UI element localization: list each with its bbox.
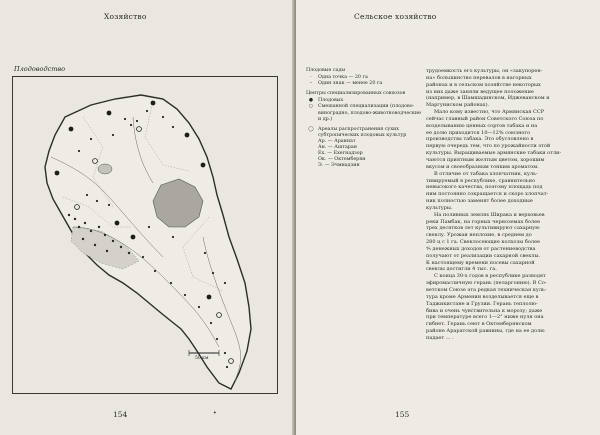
- bullet-mark: •: [213, 410, 217, 417]
- text-line: ник полностью заменят более доходные: [426, 198, 533, 205]
- dot-symbol-icon: ·: [310, 75, 312, 81]
- dash-symbol-icon: –: [309, 81, 313, 87]
- map-section-label: Плодоводство: [14, 65, 66, 73]
- legend-centers-title: Центры специализированных совхозов: [306, 91, 406, 97]
- text-line: На поливных землях Ширака и верховьев: [434, 211, 545, 218]
- text-line: В отличие от табака хлопчатник, куль-: [434, 170, 538, 177]
- text-line: получают от реализации сахарной свеклы.: [426, 252, 541, 259]
- text-line: К настоящему времени посевы сахарной: [426, 259, 535, 266]
- legend-areas-title: ◯ Ареалы распространения сухих субтропических плодовых культур: [306, 127, 424, 139]
- text-line: гибнет. Герань сеют в Октемберянском: [426, 321, 532, 328]
- text-line: ним постоянно сокращается и скоро хлопчат-: [426, 191, 549, 198]
- text-line: из них даже заняли ведущее положение: [426, 88, 534, 95]
- small-lake: [98, 164, 112, 174]
- text-line: эфиромасличную герань (пеларгонию). В Со-: [426, 280, 547, 287]
- text-line: на» большинство перевалов в нагорных: [426, 74, 532, 81]
- legend-item-dot: · Одна точка — 20 га: [306, 75, 424, 81]
- page-number-left: 154: [113, 410, 128, 419]
- map-legend: [306, 68, 424, 169]
- legend-area: Э. — Эчмиадзин: [318, 163, 360, 169]
- text-line: (например, в Шамшадинском, Иджеванском и: [426, 95, 550, 102]
- text-line: падает ... .: [426, 334, 454, 341]
- text-line: производства табака. Это обусловлено в: [426, 136, 534, 143]
- text-line: ⁴⁄₅ денежных доходов от растениеводства: [426, 245, 536, 252]
- text-line: трех десятков лет культивируют сахарную: [426, 225, 540, 232]
- text-line: бива и очень чувствительна к морозу; даже: [426, 307, 543, 314]
- text-line: Мало кому известно, что Армянская ССР: [434, 109, 545, 116]
- filled-circle-icon: ●: [308, 98, 314, 104]
- body-text: [426, 68, 588, 342]
- text-line: С конца 30-х годов в республике разводят: [434, 273, 546, 280]
- text-line: чаются приятным желтым цветом, хорошим: [426, 156, 545, 163]
- text-line: реки Памбак, на горных черноземах более: [426, 218, 541, 225]
- right-page: [296, 0, 600, 435]
- legend-area: Ех. — Ехегнадзор: [318, 151, 363, 157]
- text-line: тивируемый в республике, сравнительно: [426, 177, 535, 184]
- text-line: свеклу. Урожаи неплохие, в среднем до: [426, 232, 532, 239]
- legend-area: Ок. — Октемберян: [318, 157, 366, 163]
- text-line: первую очередь тем, что по урожайности этой: [426, 143, 551, 150]
- text-line: районах и в сельском хозяйстве некоторых: [426, 81, 541, 88]
- legend-center-orchard: ● Плодовых: [306, 98, 424, 104]
- text-line: культуры. Выращиваемые армянские табаки отли-: [426, 150, 562, 157]
- text-line: ветском Союзе эта редкая техническая куль-: [426, 287, 547, 293]
- text-line: свеклы достигли 4 тыс. га.: [426, 266, 497, 273]
- page-number-right: 155: [395, 410, 410, 419]
- text-line: Маргуниском районах).: [426, 102, 490, 109]
- text-line: 280 ц с 1 га. Свеклосеющие колхозы более: [426, 239, 540, 246]
- text-line: невысокого качества, поэтому площадь под: [426, 184, 543, 191]
- legend-center-mixed: ○ Смешанной специализации (плодово-виноградно, плодово-животноводческие и др.): [306, 104, 424, 122]
- area-outline-icon: ◯: [308, 126, 314, 132]
- open-circle-icon: ○: [308, 104, 314, 110]
- text-line: Таджикистане и Грузии. Герань теплолю-: [426, 300, 538, 307]
- text-line: культуры.: [426, 204, 453, 211]
- legend-area: Ар. — Араинат: [318, 138, 356, 144]
- running-head-right: Сельское хозяйство: [354, 12, 437, 21]
- text-line: трудоемкость его культуры, он «закупорен-: [426, 68, 543, 74]
- text-line: вкусом и своеобразным тонким ароматом.: [426, 163, 539, 170]
- legend-title: Плодовые сады: [306, 68, 346, 73]
- text-line: тура кроме Армении возделывается еще в: [426, 293, 539, 300]
- text-line: при температуре всего 1—2° ниже нуля она: [426, 314, 544, 321]
- text-line: сейчас главный район Советского Союза по: [426, 115, 544, 122]
- legend-areas-list: [306, 139, 424, 169]
- text-line: районе Араратской равнины, где на ее долю: [426, 328, 545, 335]
- map-scale-label: 50 км: [195, 356, 209, 361]
- map-frame: [12, 76, 278, 394]
- left-page: [0, 0, 296, 435]
- text-line: ее долю приходится 10—12% союзного: [426, 129, 531, 136]
- legend-area: Ан. — Аштаран: [318, 145, 357, 151]
- legend-item-sign: – Один знак — менее 20 га: [306, 81, 424, 87]
- text-line: возделыванию ценных сортов табака и на: [426, 122, 538, 129]
- running-head-left: Хозяйство: [104, 12, 147, 21]
- armenia-orchard-map: [13, 77, 277, 393]
